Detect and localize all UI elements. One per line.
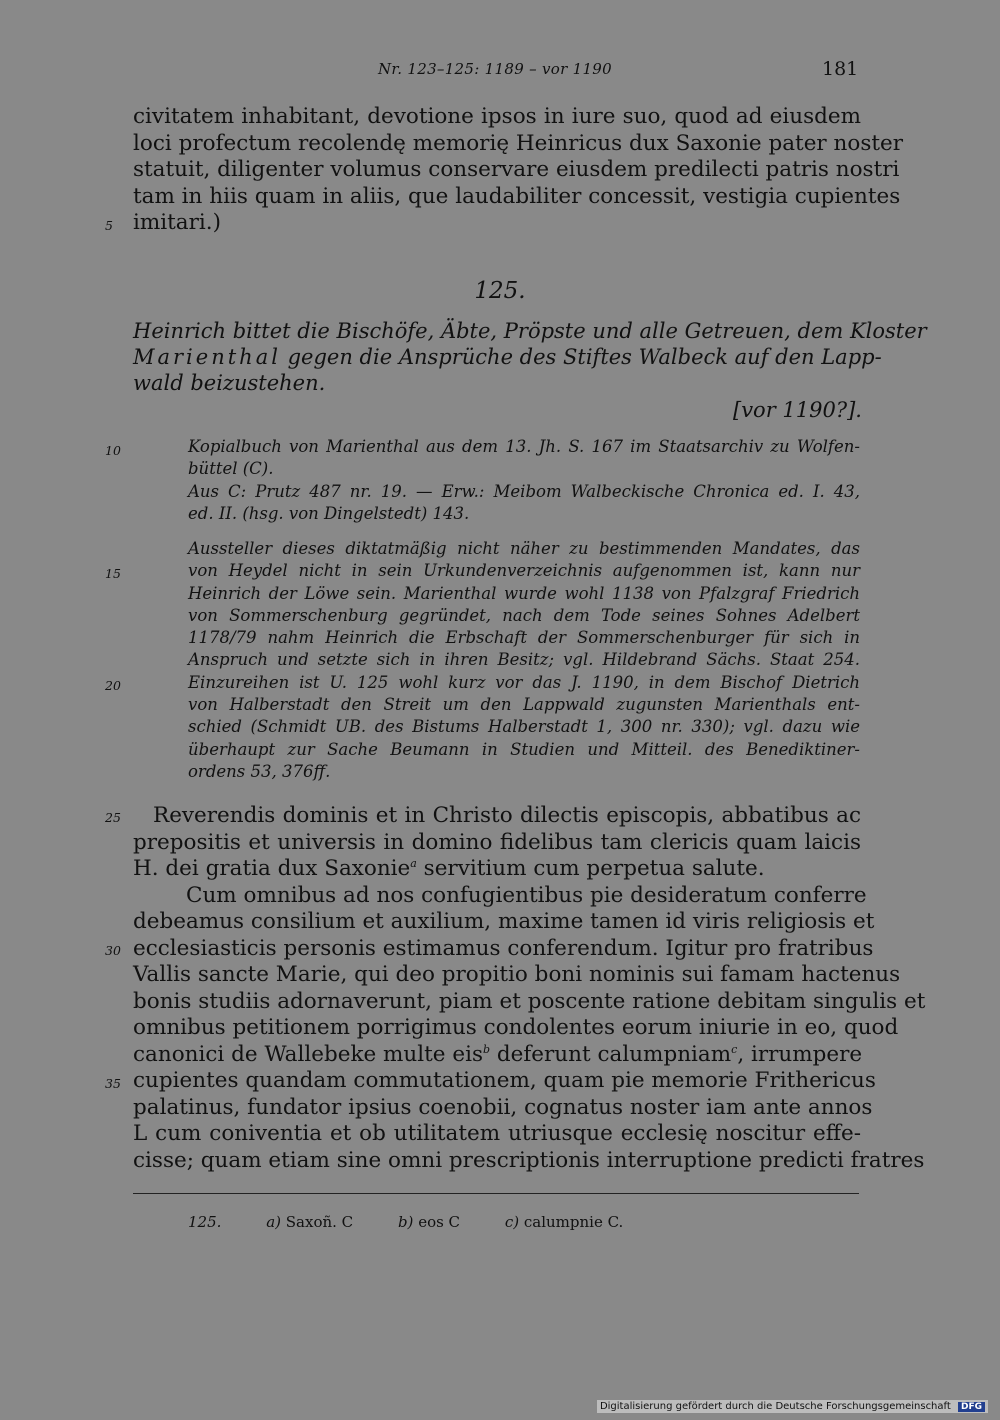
line-number: 25	[105, 810, 121, 825]
line-number: 15	[105, 566, 121, 581]
credit-text: Digitalisierung gefördert durch die Deutsche Forschungsgemeinschaft	[599, 1401, 951, 1412]
running-head	[0, 60, 1000, 82]
footnote-rule	[133, 1193, 859, 1194]
text-line: Vallis sancte Marie, qui deo propitio boni nominis sui famam hactenus	[133, 962, 901, 987]
continuation-text	[133, 104, 903, 237]
text-line: canonici de Wallebeke multe eis$^b$ deferunt calumpniam$^c$, irrumpere	[133, 1041, 863, 1067]
commentary-line: von Halberstadt den Streit um den Lappwald zugunsten Marienthals ent-	[188, 695, 860, 715]
document-date: [vor 1190?].	[733, 398, 862, 422]
apparatus-commentary	[188, 538, 860, 783]
text-line: L cum coniventia et ob utilitatem utriusque ecclesię noscitur effe-	[133, 1121, 861, 1146]
footnote-c: c) calumpnie C.	[504, 1213, 624, 1231]
text-line: bonis studiis adornaverunt, piam et poscente ratione debitam singulis et	[133, 988, 926, 1014]
regest-line: Heinrich bittet die Bischöfe, Äbte, Pröpste und alle Getreuen, dem Kloster	[133, 319, 927, 343]
footnote-b: b) eos C	[397, 1213, 461, 1231]
footnotes	[188, 1213, 663, 1231]
text-line: statuit, diligenter volumus conservare eiusdem predilecti patris nostri	[133, 157, 900, 182]
commentary-line: ordens 53, 376ff.	[188, 761, 331, 781]
text-line: civitatem inhabitant, devotione ipsos in iure suo, quod ad eiusdem	[133, 104, 861, 129]
place-name: Marienthal	[133, 345, 281, 369]
line-number: 10	[105, 443, 121, 458]
page-number: 181	[822, 58, 859, 80]
apparatus-editions	[188, 481, 860, 526]
commentary-line: Anspruch und setzte sich in ihren Besitz; vgl. Hildebrand Sächs. Staat 254.	[188, 650, 860, 670]
apparatus-line: ed. II. (hsg. von Dingelstedt) 143.	[188, 504, 470, 524]
text-line: prepositis et universis in domino fidelibus tam clericis quam laicis	[133, 829, 861, 855]
text-line: cisse; quam etiam sine omni prescriptionis interruptione predicti fratres	[133, 1147, 925, 1173]
commentary-line: von Heydel nicht in sein Urkundenverzeichnis aufgenommen ist, kann nur	[188, 561, 860, 581]
regest	[133, 318, 927, 396]
commentary-line: 1178/79 nahm Heinrich die Erbschaft der Sommerschenburger für sich in	[188, 628, 860, 648]
text-line: H. dei gratia dux Saxonie$^a$ servitium cum perpetua salute.	[133, 856, 765, 881]
text-line: tam in hiis quam in aliis, que laudabiliter concessit, vestigia cupientes	[133, 183, 901, 209]
text-line: loci profectum recolendę memorię Heinricus dux Saxonie pater noster	[133, 130, 903, 156]
commentary-line: Aussteller dieses diktatmäßig nicht näher zu bestimmenden Mandates, das	[188, 539, 860, 558]
document-number: 125.	[474, 278, 526, 304]
dfg-logo: DFG	[958, 1402, 985, 1412]
footnote-doc-ref: 125.	[188, 1213, 222, 1231]
running-head-title: Nr. 123–125: 1189 – vor 1190	[378, 60, 612, 78]
text-line: Reverendis dominis et in Christo dilectis episcopis, abbatibus ac	[153, 803, 861, 828]
commentary-line: von Sommerschenburg gegründet, nach dem Tode seines Sohnes Adelbert	[188, 605, 860, 625]
apparatus-line: büttel (C).	[188, 459, 274, 479]
apparatus-line: Aus C: Prutz 487 nr. 19. — Erw.: Meibom Walbeckische Chronica ed. I. 43,	[188, 482, 860, 501]
commentary-line: überhaupt zur Sache Beumann in Studien und Mitteil. des Benediktiner-	[188, 739, 860, 759]
digitization-credit	[597, 1400, 988, 1413]
text-line: cupientes quandam commutationem, quam pie memorie Frithericus	[133, 1068, 876, 1093]
line-number: 30	[105, 943, 121, 958]
line-number: 35	[105, 1076, 121, 1091]
note-marker-b: b	[482, 1042, 491, 1056]
text-line: imitari.)	[133, 210, 221, 235]
text-line: ecclesiasticis personis estimamus conferendum. Igitur pro fratribus	[133, 935, 874, 961]
regest-line: wald beizustehen.	[133, 371, 326, 395]
text-line: omnibus petitionem porrigimus condolentes eorum iniurie in eo, quod	[133, 1015, 899, 1040]
note-marker-c: c	[731, 1042, 738, 1056]
note-marker-a: a	[410, 856, 417, 870]
commentary-line: schied (Schmidt UB. des Bistums Halberstadt 1, 300 nr. 330); vgl. dazu wie	[188, 717, 860, 737]
text-line: debeamus consilium et auxilium, maxime tamen id viris religiosis et	[133, 909, 875, 934]
regest-line: Marienthal gegen die Ansprüche des Stiftes Walbeck auf den Lapp-	[133, 345, 882, 369]
apparatus-line: Kopialbuch von Marienthal aus dem 13. Jh. S. 167 im Staatsarchiv zu Wolfen-	[188, 437, 860, 456]
commentary-line: Heinrich der Löwe sein. Marienthal wurde wohl 1138 von Pfalzgraf Friedrich	[188, 583, 860, 603]
line-number: 20	[105, 678, 121, 693]
charter-text	[133, 803, 926, 1174]
line-number: 5	[105, 218, 113, 233]
text-line: Cum omnibus ad nos confugientibus pie desideratum conferre	[186, 882, 867, 908]
footnote-a: a) Saxoñ. C	[266, 1213, 354, 1231]
apparatus-sources	[188, 436, 860, 481]
text-line: palatinus, fundator ipsius coenobii, cognatus noster iam ante annos	[133, 1094, 873, 1120]
commentary-line: Einzureihen ist U. 125 wohl kurz vor das J. 1190, in dem Bischof Dietrich	[188, 672, 860, 692]
